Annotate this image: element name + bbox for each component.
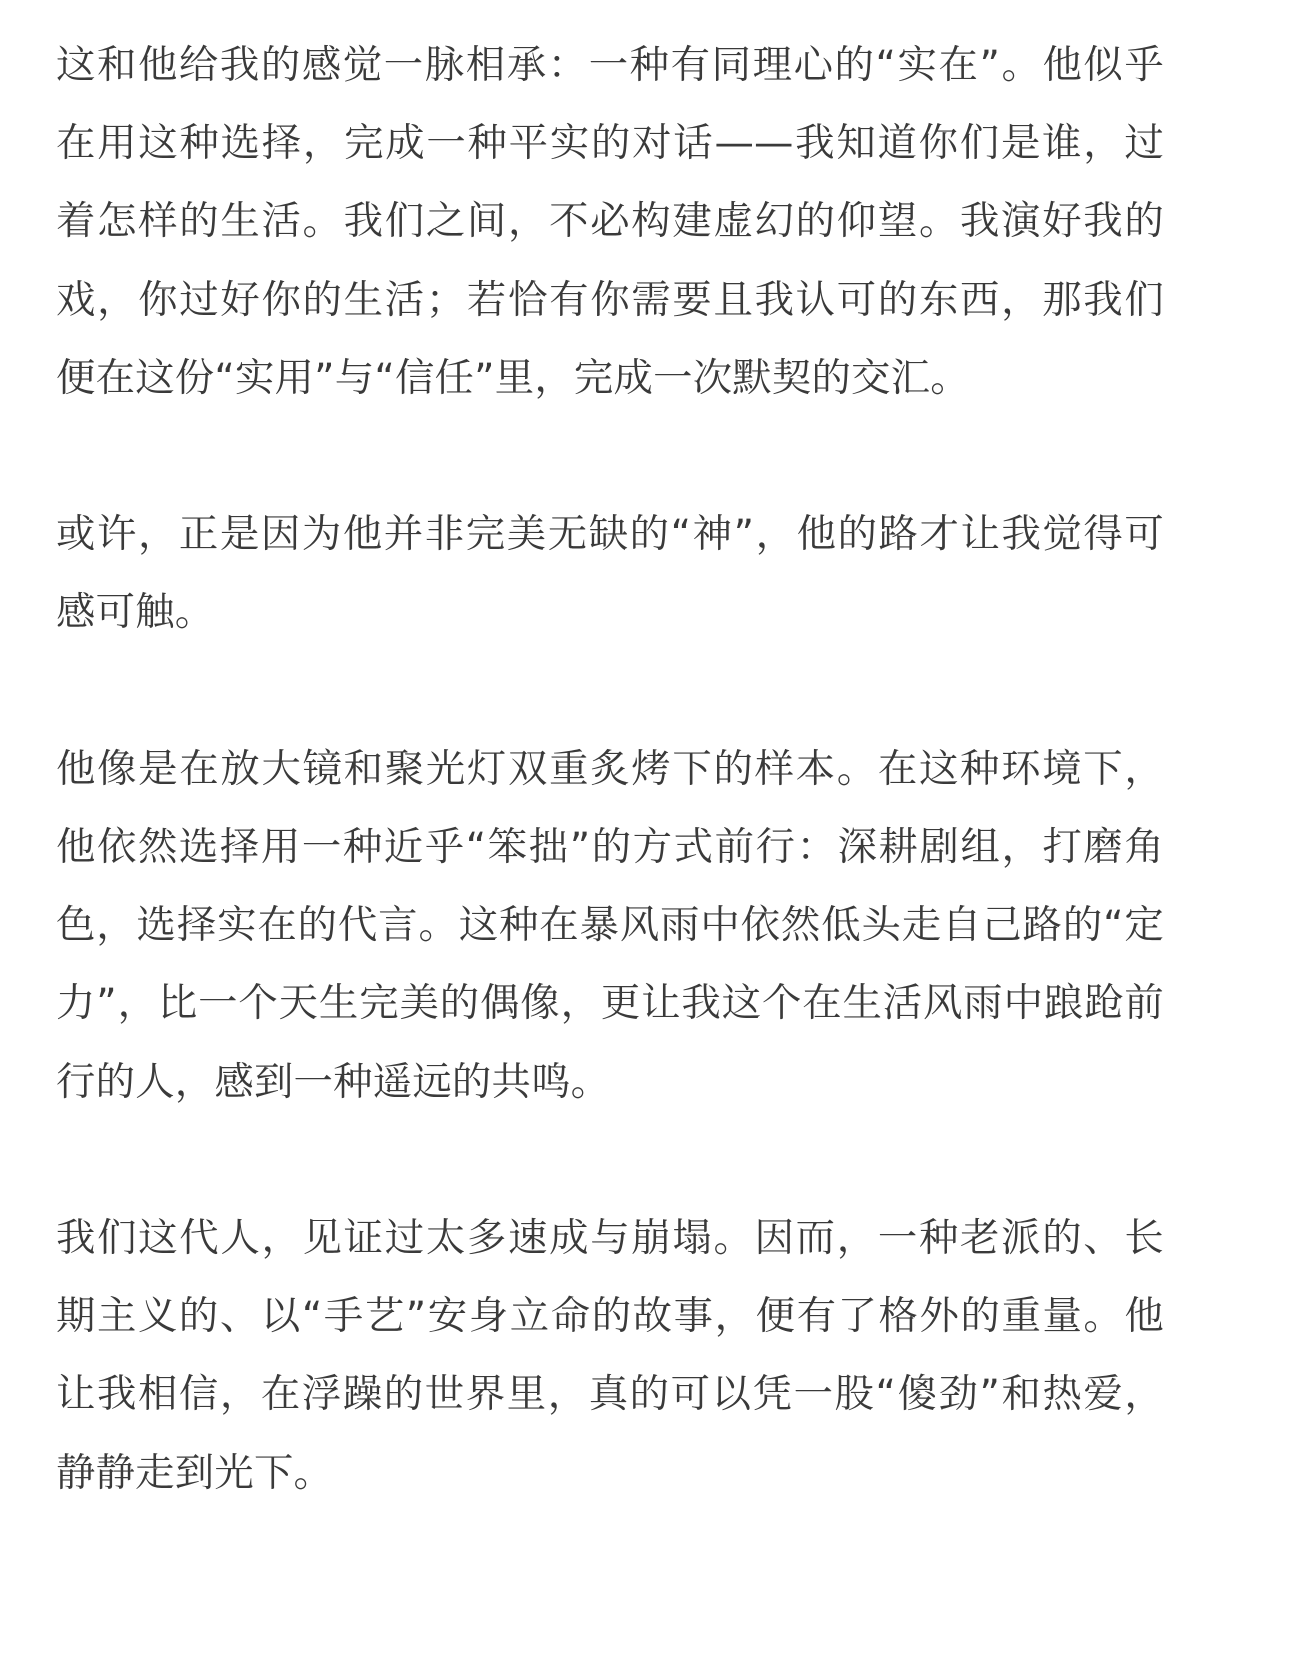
paragraph-3: 他像是在放大镜和聚光灯双重炙烤下的样本。在这种环境下，他依然选择用一种近乎“笨拙”的方式前行：深耕剧组，打磨角色，选择实在的代言。这种在暴风雨中依然低头走自己路的“定力”，比一个天生完美的偶像，更让我这个在生活风雨中踉跄前行的人，感到一种遥远的共鸣。 xyxy=(56,745,1164,1105)
paragraph-4: 我们这代人，见证过太多速成与崩塌。因而，一种老派的、长期主义的、以“手艺”安身立命的故事，便有了格外的重量。他让我相信，在浮躁的世界里，真的可以凭一股“傻劲”和热爱，静静走到光下。 xyxy=(56,1215,1164,1496)
paragraph-2: 或许，正是因为他并非完美无缺的“神”，他的路才让我觉得可感可触。 xyxy=(56,511,1164,636)
article-body xyxy=(56,26,1164,1512)
paragraph-1: 这和他给我的感觉一脉相承：一种有同理心的“实在”。他似乎在用这种选择，完成一种平实的对话——我知道你们是谁，过着怎样的生活。我们之间，不必构建虚幻的仰望。我演好我的戏，你过好你的生活；若恰有你需要且我认可的东西，那我们便在这份“实用”与“信任”里，完成一次默契的交汇。 xyxy=(56,42,1164,401)
